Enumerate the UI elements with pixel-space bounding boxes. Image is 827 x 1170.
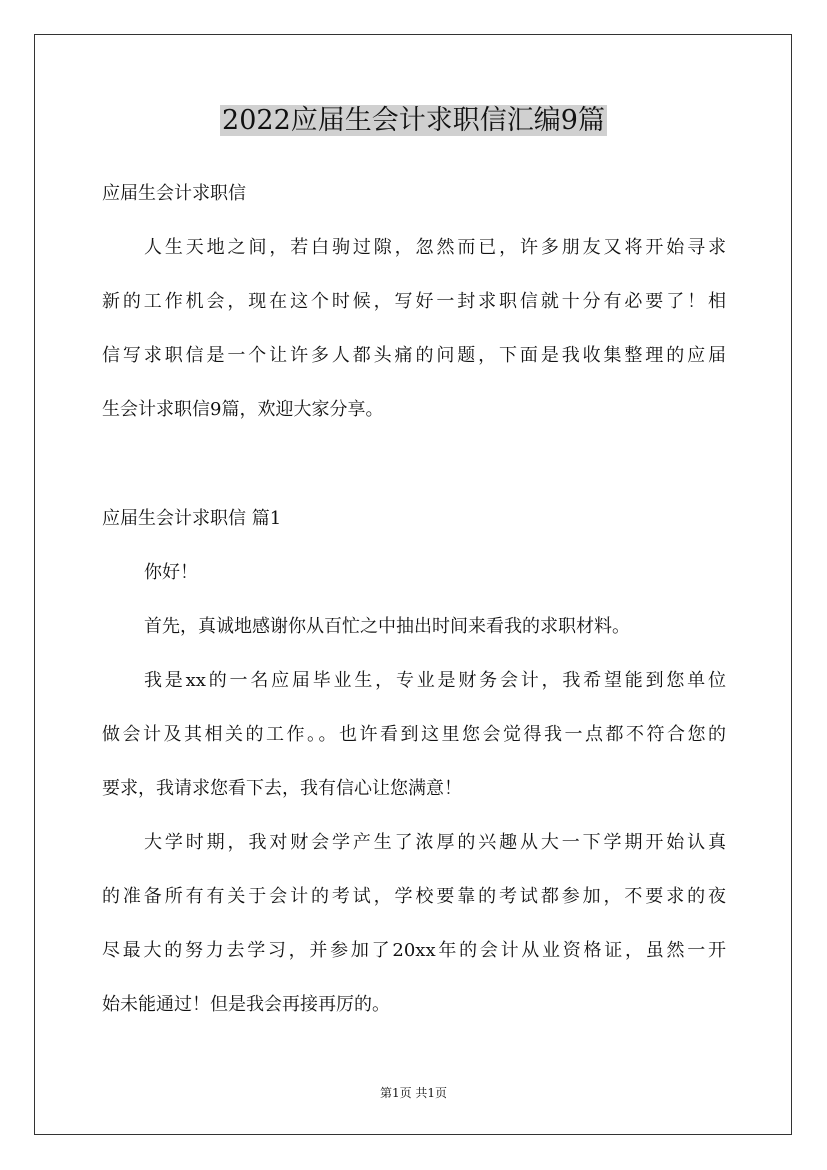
paragraph-2-line: 我是xx的一名应届毕业生，专业是财务会计，我希望能到您单位 — [144, 670, 726, 691]
paragraph-3-line: 始未能通过！但是我会再接再厉的。 — [102, 994, 390, 1015]
paragraph-2-line: 做会计及其相关的工作。。也许看到这里您会觉得我一点都不符合您的 — [102, 724, 726, 745]
intro-line: 信写求职信是一个让许多人都头痛的问题，下面是我收集整理的应届 — [102, 345, 726, 366]
paragraph-3-line: 尽最大的努力去学习，并参加了20xx年的会计从业资格证，虽然一开 — [102, 940, 726, 961]
page-number-footer: 第1页 共1页 — [379, 1086, 448, 1100]
intro-heading: 应届生会计求职信 — [102, 183, 246, 204]
intro-line: 生会计求职信9篇，欢迎大家分享。 — [102, 399, 384, 420]
greeting: 你好！ — [144, 562, 198, 583]
paragraph-3-line: 大学时期，我对财会学产生了浓厚的兴趣从大一下学期开始认真 — [144, 832, 726, 853]
section-heading: 应届生会计求职信 篇1 — [102, 508, 282, 529]
document-title: 2022应届生会计求职信汇编9篇 — [222, 105, 605, 136]
intro-line: 新的工作机会，现在这个时候，写好一封求职信就十分有必要了！相 — [102, 291, 726, 312]
paragraph-2-line: 要求，我请求您看下去，我有信心让您满意！ — [102, 778, 462, 799]
paragraph-3-line: 的准备所有有关于会计的考试，学校要靠的考试都参加，不要求的夜 — [102, 886, 726, 907]
intro-line: 人生天地之间，若白驹过隙，忽然而已，许多朋友又将开始寻求 — [144, 237, 726, 258]
paragraph-1: 首先，真诚地感谢你从百忙之中抽出时间来看我的求职材料。 — [144, 616, 630, 637]
